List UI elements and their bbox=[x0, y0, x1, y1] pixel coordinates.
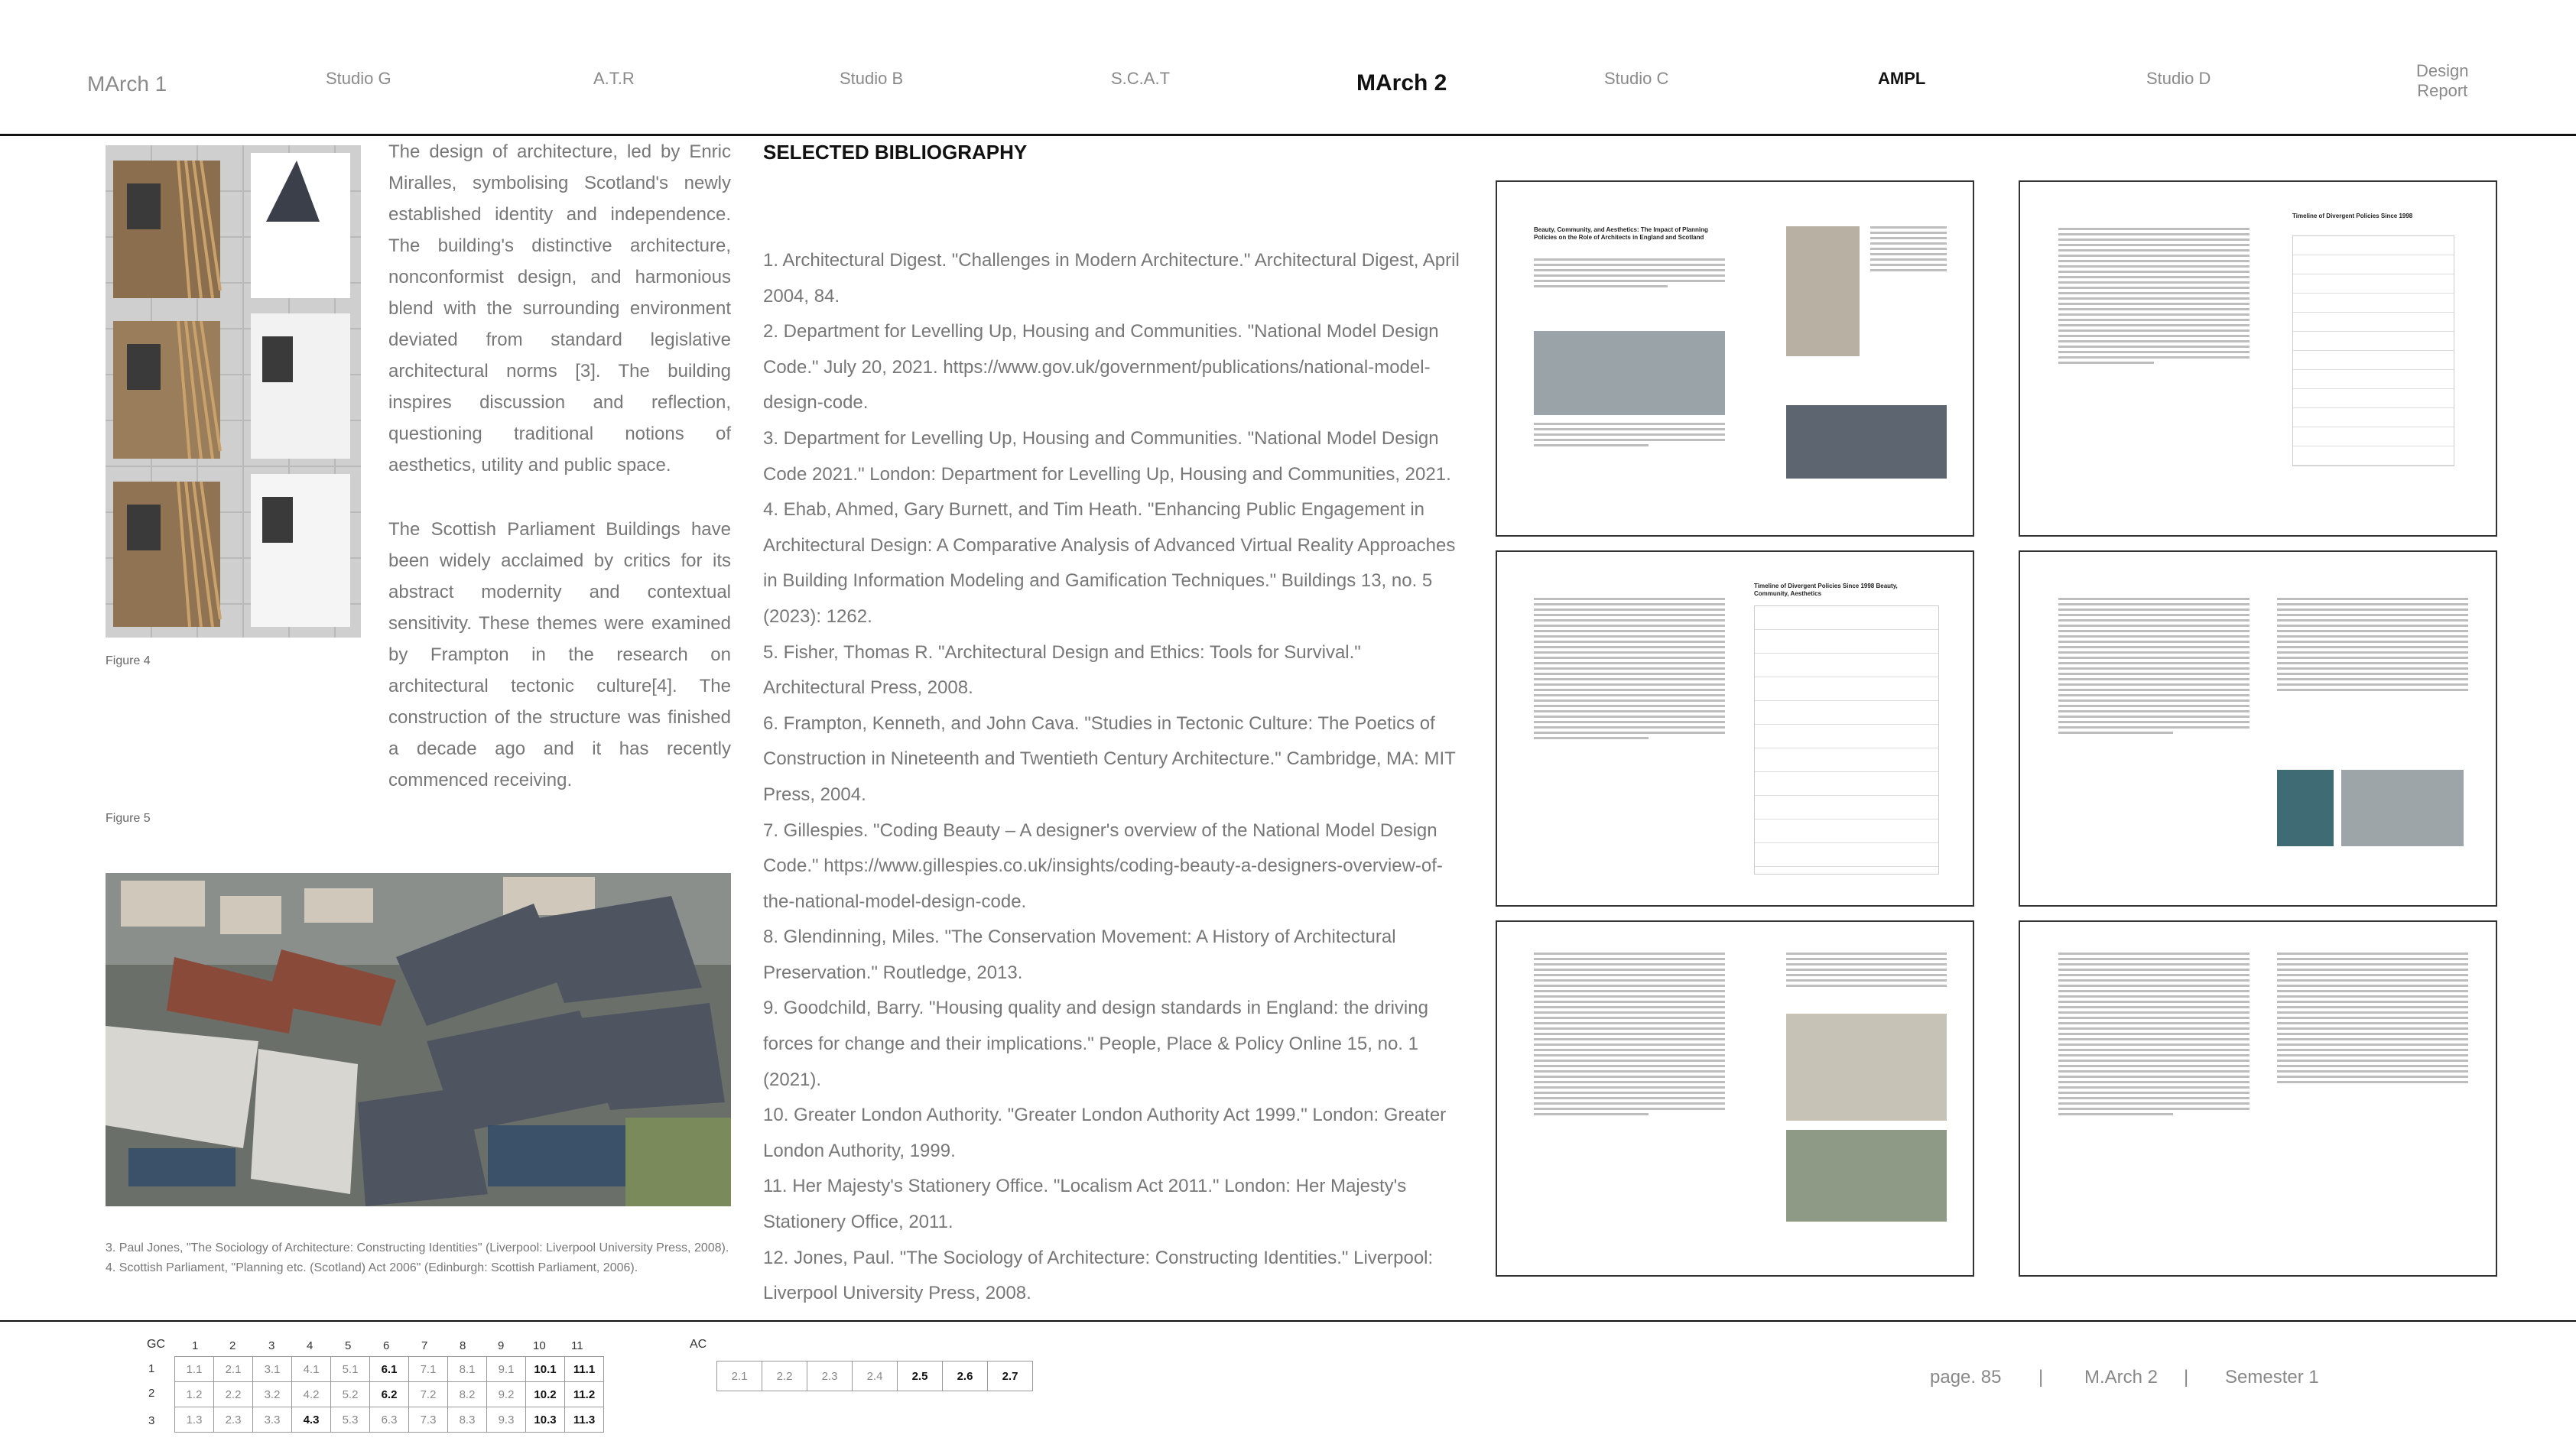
bibliography-entry: 3. Department for Levelling Up, Housing and Communities. "National Model Design Code 2021." London: Department for Levelling Up, Housing and Communities, 2021. bbox=[763, 427, 1451, 485]
gc-cell: 4.2 bbox=[292, 1382, 331, 1407]
thumbnail-5-text bbox=[1534, 953, 1725, 1118]
thumbnail-4-text-right bbox=[2277, 598, 2468, 694]
report-page-thumbnail-4[interactable] bbox=[2019, 550, 2497, 907]
gc-cell: 10.2 bbox=[526, 1382, 565, 1407]
gc-col-header: 5 bbox=[345, 1339, 352, 1352]
figure5-aerial-image bbox=[106, 873, 731, 1206]
report-page-thumbnail-5[interactable] bbox=[1496, 920, 1974, 1277]
ac-cell: 2.1 bbox=[717, 1362, 762, 1391]
gc-cell: 11.1 bbox=[565, 1357, 604, 1382]
thumbnail-4-text-left bbox=[2058, 598, 2250, 737]
footnote-3: 3. Paul Jones, "The Sociology of Architecture: Constructing Identities" (Liverpool: Liverpool University Press, 2008). bbox=[106, 1241, 729, 1254]
footer-rule bbox=[0, 1320, 2576, 1322]
nav-design-report[interactable]: Design Report bbox=[2416, 61, 2469, 100]
report-page-thumbnail-1[interactable] bbox=[1496, 180, 1974, 537]
footer-separator: | bbox=[2184, 1367, 2189, 1387]
bibliography-list bbox=[763, 243, 1467, 1312]
gc-col-header: 4 bbox=[307, 1339, 313, 1352]
thumbnail-6-text-right bbox=[2277, 953, 2468, 1086]
gc-cell: 8.1 bbox=[448, 1357, 487, 1382]
thumbnail-4-photo bbox=[2341, 770, 2464, 846]
nav-studio-b[interactable]: Studio B bbox=[840, 69, 904, 88]
gc-col-header: 8 bbox=[460, 1339, 466, 1352]
ac-cell: 2.2 bbox=[762, 1362, 807, 1391]
thumbnail-3-title: Timeline of Divergent Policies Since 1998 Beauty, Community, Aesthetics bbox=[1754, 583, 1898, 597]
thumbnail-1-text bbox=[1534, 258, 1725, 290]
gc-row-label: 3 bbox=[148, 1414, 155, 1427]
bibliography-entry: 12. Jones, Paul. "The Sociology of Architecture: Constructing Identities." Liverpool: Liverpool University Press, 2008. bbox=[763, 1247, 1434, 1304]
gc-table-row bbox=[175, 1382, 604, 1407]
figure4-caption: Figure 4 bbox=[106, 654, 151, 667]
header-rule bbox=[0, 134, 2576, 136]
ac-cell: 2.6 bbox=[943, 1362, 988, 1391]
nav-ampl[interactable]: AMPL bbox=[1878, 69, 1926, 88]
gc-cell: 9.3 bbox=[487, 1407, 526, 1433]
gc-grade-table bbox=[174, 1356, 604, 1433]
gc-cell: 11.3 bbox=[565, 1407, 604, 1433]
gc-col-header: 11 bbox=[571, 1339, 583, 1352]
gc-cell: 6.3 bbox=[370, 1407, 409, 1433]
gc-cell: 5.1 bbox=[331, 1357, 370, 1382]
gc-cell: 3.2 bbox=[253, 1382, 292, 1407]
ac-grade-table bbox=[716, 1361, 1033, 1391]
bibliography-entry: 8. Glendinning, Miles. "The Conservation Movement: A History of Architectural Preservation." Routledge, 2013. bbox=[763, 927, 1396, 983]
report-page-thumbnail-3[interactable] bbox=[1496, 550, 1974, 907]
gc-col-header: 3 bbox=[268, 1339, 275, 1352]
critics-paragraph: The Scottish Parliament Buildings have been widely acclaimed by critics for its abstract modernity and contextual sensitivity. These themes were examined by Frampton in the research on architectural tectonic culture[4]. The construction of the structure was finished a decade ago and it has recently commenced receiving. bbox=[388, 519, 731, 790]
bibliography-entry: 7. Gillespies. "Coding Beauty – A designer's overview of the National Model Design Code." https://www.gillespies.co.uk/insights/coding-beauty-a-designers-overview-of-the-national-model-design-code. bbox=[763, 819, 1443, 912]
report-page-thumbnail-2[interactable] bbox=[2019, 180, 2497, 537]
thumbnail-4-book-image bbox=[2277, 770, 2334, 846]
gc-cell: 1.2 bbox=[175, 1382, 214, 1407]
bibliography-entry: 6. Frampton, Kenneth, and John Cava. "Studies in Tectonic Culture: The Poetics of Construction in Nineteenth and Twentieth Century Architecture." Cambridge, MA: MIT Press, 2004. bbox=[763, 712, 1456, 805]
gc-cell: 7.2 bbox=[409, 1382, 448, 1407]
nav-atr[interactable]: A.T.R bbox=[593, 69, 635, 88]
gc-row-label: 1 bbox=[148, 1362, 155, 1375]
figure5-caption: Figure 5 bbox=[106, 812, 151, 825]
gc-cell: 2.2 bbox=[214, 1382, 253, 1407]
report-page-thumbnail-6[interactable] bbox=[2019, 920, 2497, 1277]
nav-march2[interactable]: MArch 2 bbox=[1356, 70, 1447, 96]
bibliography-entry: 10. Greater London Authority. "Greater London Authority Act 1999." London: Greater London Authority, 1999. bbox=[763, 1105, 1447, 1161]
bibliography-entry: 5. Fisher, Thomas R. "Architectural Design and Ethics: Tools for Survival." Architectural Press, 2008. bbox=[763, 641, 1361, 699]
top-navigation bbox=[0, 0, 2576, 135]
ac-label: AC bbox=[690, 1338, 707, 1351]
bibliography-entry: 1. Architectural Digest. "Challenges in Modern Architecture." Architectural Digest, April 2004, 84. bbox=[763, 250, 1460, 307]
footnotes bbox=[106, 1238, 733, 1278]
figure4-facade-image bbox=[106, 145, 361, 638]
bibliography-entry: 2. Department for Levelling Up, Housing and Communities. "National Model Design Code." July 20, 2021. https://www.gov.uk/government/publications/national-model-design-code. bbox=[763, 321, 1439, 414]
footer-semester: Semester 1 bbox=[2225, 1367, 2319, 1387]
gc-col-header: 1 bbox=[192, 1339, 199, 1352]
ac-table-row bbox=[717, 1362, 1033, 1391]
gc-col-header: 9 bbox=[498, 1339, 505, 1352]
bibliography-entry: 4. Ehab, Ahmed, Gary Burnett, and Tim Heath. "Enhancing Public Engagement in Architectural Design: A Comparative Analysis of Advanced Virtual Reality Approaches in Building Information Modeling and Gamification Techniques." Buildings 13, no. 5 (2023): 1262. bbox=[763, 499, 1456, 627]
thumbnail-1-facade bbox=[1786, 226, 1860, 356]
nav-studio-g[interactable]: Studio G bbox=[326, 69, 391, 88]
footer-separator: | bbox=[2038, 1367, 2044, 1387]
ac-cell: 2.7 bbox=[988, 1362, 1033, 1391]
footer-course: M.Arch 2 bbox=[2084, 1367, 2159, 1387]
gc-row-label: 2 bbox=[148, 1387, 155, 1400]
gc-cell: 6.2 bbox=[370, 1382, 409, 1407]
page-number: page. 85 bbox=[1930, 1367, 2002, 1387]
thumbnail-1-aerial bbox=[1786, 405, 1947, 479]
gc-col-header: 7 bbox=[421, 1339, 428, 1352]
gc-cell: 10.1 bbox=[526, 1357, 565, 1382]
nav-scat[interactable]: S.C.A.T bbox=[1111, 69, 1171, 88]
ac-cell: 2.3 bbox=[807, 1362, 853, 1391]
thumbnail-3-text bbox=[1534, 598, 1725, 742]
gc-cell: 3.1 bbox=[253, 1357, 292, 1382]
nav-studio-d[interactable]: Studio D bbox=[2146, 69, 2211, 88]
gc-label: GC bbox=[147, 1338, 165, 1351]
gc-cell: 6.1 bbox=[370, 1357, 409, 1382]
gc-cell: 9.2 bbox=[487, 1382, 526, 1407]
gc-cell: 5.2 bbox=[331, 1382, 370, 1407]
thumbnail-2-text bbox=[2058, 228, 2250, 367]
gc-cell: 8.2 bbox=[448, 1382, 487, 1407]
gc-table-row bbox=[175, 1357, 604, 1382]
gc-cell: 2.3 bbox=[214, 1407, 253, 1433]
gc-cell: 8.3 bbox=[448, 1407, 487, 1433]
nav-march1[interactable]: MArch 1 bbox=[87, 72, 167, 96]
gc-cell: 9.1 bbox=[487, 1357, 526, 1382]
gc-cell: 1.1 bbox=[175, 1357, 214, 1382]
bibliography-entry: 9. Goodchild, Barry. "Housing quality and design standards in England: the driving forces for change and their implications." People, Place & Policy Online 15, no. 1 (2021). bbox=[763, 998, 1428, 1090]
gc-cell: 7.1 bbox=[409, 1357, 448, 1382]
thumbnail-1-photo bbox=[1534, 331, 1725, 415]
thumbnail-5-street-image bbox=[1786, 1014, 1947, 1121]
bibliography-entry: 11. Her Majesty's Stationery Office. "Localism Act 2011." London: Her Majesty's Stationery Office, 2011. bbox=[763, 1176, 1407, 1233]
ac-cell: 2.4 bbox=[853, 1362, 898, 1391]
gc-col-header: 2 bbox=[229, 1339, 236, 1352]
gc-cell: 2.1 bbox=[214, 1357, 253, 1382]
intro-paragraph: The design of architecture, led by Enric Miralles, symbolising Scotland's newly established identity and independence. The building's distinctive architecture, nonconformist design, and harmonious blend with the surrounding environment deviated from standard legislative architectural norms [3]. The building inspires discussion and reflection, questioning traditional notions of aesthetics, utility and public space. bbox=[388, 141, 731, 475]
ac-cell: 2.5 bbox=[898, 1362, 943, 1391]
thumbnail-3-table bbox=[1754, 605, 1939, 875]
gc-cell: 3.3 bbox=[253, 1407, 292, 1433]
thumbnail-2-table bbox=[2292, 235, 2454, 466]
gc-col-header: 10 bbox=[533, 1339, 546, 1352]
thumbnail-2-title: Timeline of Divergent Policies Since 1998 bbox=[2292, 213, 2413, 219]
gc-cell: 10.3 bbox=[526, 1407, 565, 1433]
footnote-4: 4. Scottish Parliament, "Planning etc. (Scotland) Act 2006" (Edinburgh: Scottish Parliament, 2006). bbox=[106, 1261, 638, 1274]
gc-cell: 4.1 bbox=[292, 1357, 331, 1382]
thumbnail-1-title: Beauty, Community, and Aesthetics: The Impact of Planning Policies on the Role of Architects in England and Scotland bbox=[1534, 226, 1708, 241]
gc-cell: 11.2 bbox=[565, 1382, 604, 1407]
gc-col-header: 6 bbox=[383, 1339, 390, 1352]
bibliography-title: SELECTED BIBLIOGRAPHY bbox=[763, 141, 1028, 164]
gc-cell: 4.3 bbox=[292, 1407, 331, 1433]
gc-table-row bbox=[175, 1407, 604, 1433]
gc-cell: 7.3 bbox=[409, 1407, 448, 1433]
nav-studio-c[interactable]: Studio C bbox=[1604, 69, 1669, 88]
thumbnail-5-plaza-image bbox=[1786, 1130, 1947, 1222]
thumbnail-6-text-left bbox=[2058, 953, 2250, 1118]
gc-cell: 5.3 bbox=[331, 1407, 370, 1433]
gc-cell: 1.3 bbox=[175, 1407, 214, 1433]
